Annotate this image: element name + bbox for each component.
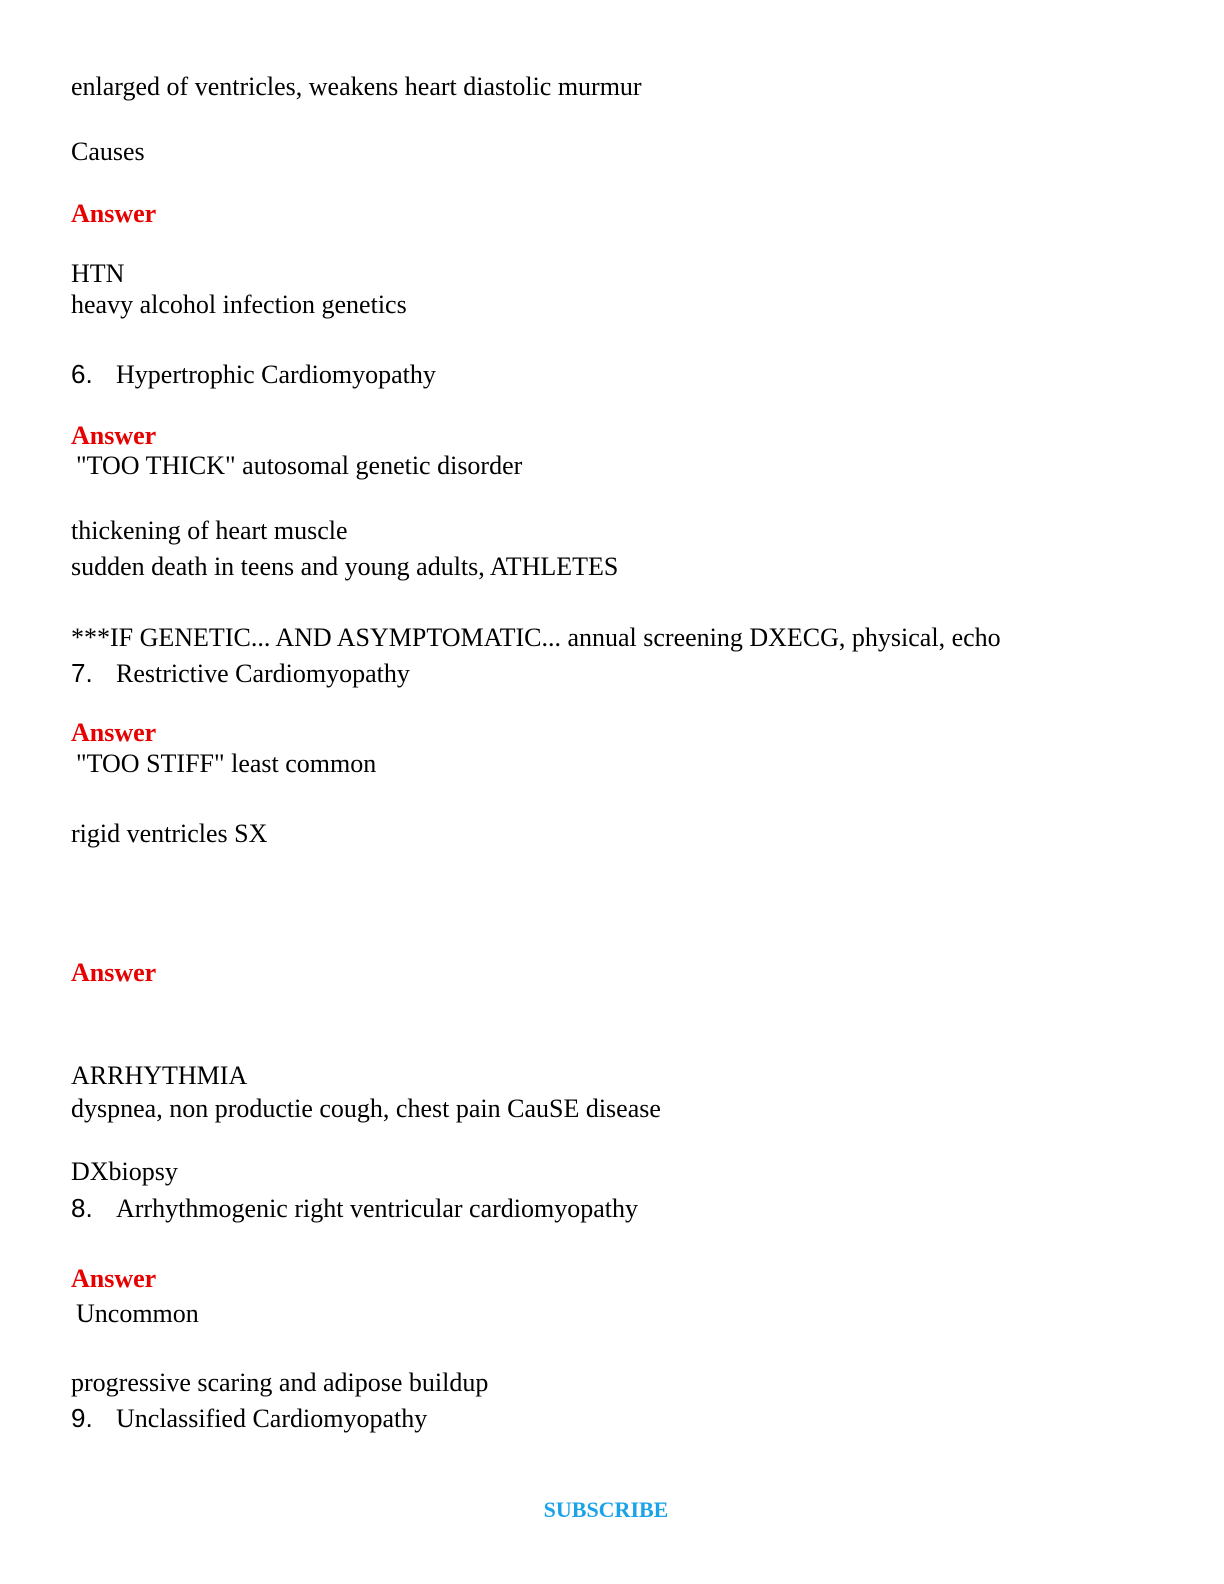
text-line: "TOO THICK" autosomal genetic disorder [76, 451, 523, 480]
text-line: sudden death in teens and young adults, ATHLETES [71, 552, 619, 581]
text-line: thickening of heart muscle [71, 516, 348, 545]
text-line: heavy alcohol infection genetics [71, 290, 407, 319]
question-number: 9. [71, 1403, 93, 1433]
answer-label: Answer [71, 1264, 157, 1293]
question-8 [71, 1192, 638, 1225]
text-line: "TOO STIFF" least common [76, 749, 377, 778]
text-line: Causes [71, 137, 145, 166]
text-line: dyspnea, non productie cough, chest pain CauSE disease [71, 1094, 661, 1123]
question-title: Unclassified Cardiomyopathy [116, 1404, 428, 1433]
question-7 [71, 657, 410, 690]
question-number: 6. [71, 359, 93, 389]
subscribe-link[interactable]: SUBSCRIBE [543, 1497, 669, 1522]
question-number: 8. [71, 1193, 93, 1223]
text-line: DXbiopsy [71, 1157, 178, 1186]
question-number: 7. [71, 658, 93, 688]
question-6 [71, 358, 436, 391]
question-title: Hypertrophic Cardiomyopathy [116, 360, 436, 389]
answer-label: Answer [71, 718, 157, 747]
answer-label: Answer [71, 421, 157, 450]
text-line: enlarged of ventricles, weakens heart diastolic murmur [71, 72, 642, 101]
answer-label: Answer [71, 199, 157, 228]
text-line: Uncommon [76, 1299, 199, 1328]
text-line: rigid ventricles SX [71, 819, 268, 848]
answer-label: Answer [71, 958, 157, 987]
text-line: ARRHYTHMIA [71, 1061, 248, 1090]
question-title: Restrictive Cardiomyopathy [116, 659, 410, 688]
text-line: HTN [71, 259, 125, 288]
question-9 [71, 1402, 427, 1435]
question-title: Arrhythmogenic right ventricular cardiomyopathy [116, 1194, 639, 1223]
text-line: ***IF GENETIC... AND ASYMPTOMATIC... annual screening DXECG, physical, echo [71, 623, 1001, 652]
text-line: progressive scaring and adipose buildup [71, 1368, 489, 1397]
